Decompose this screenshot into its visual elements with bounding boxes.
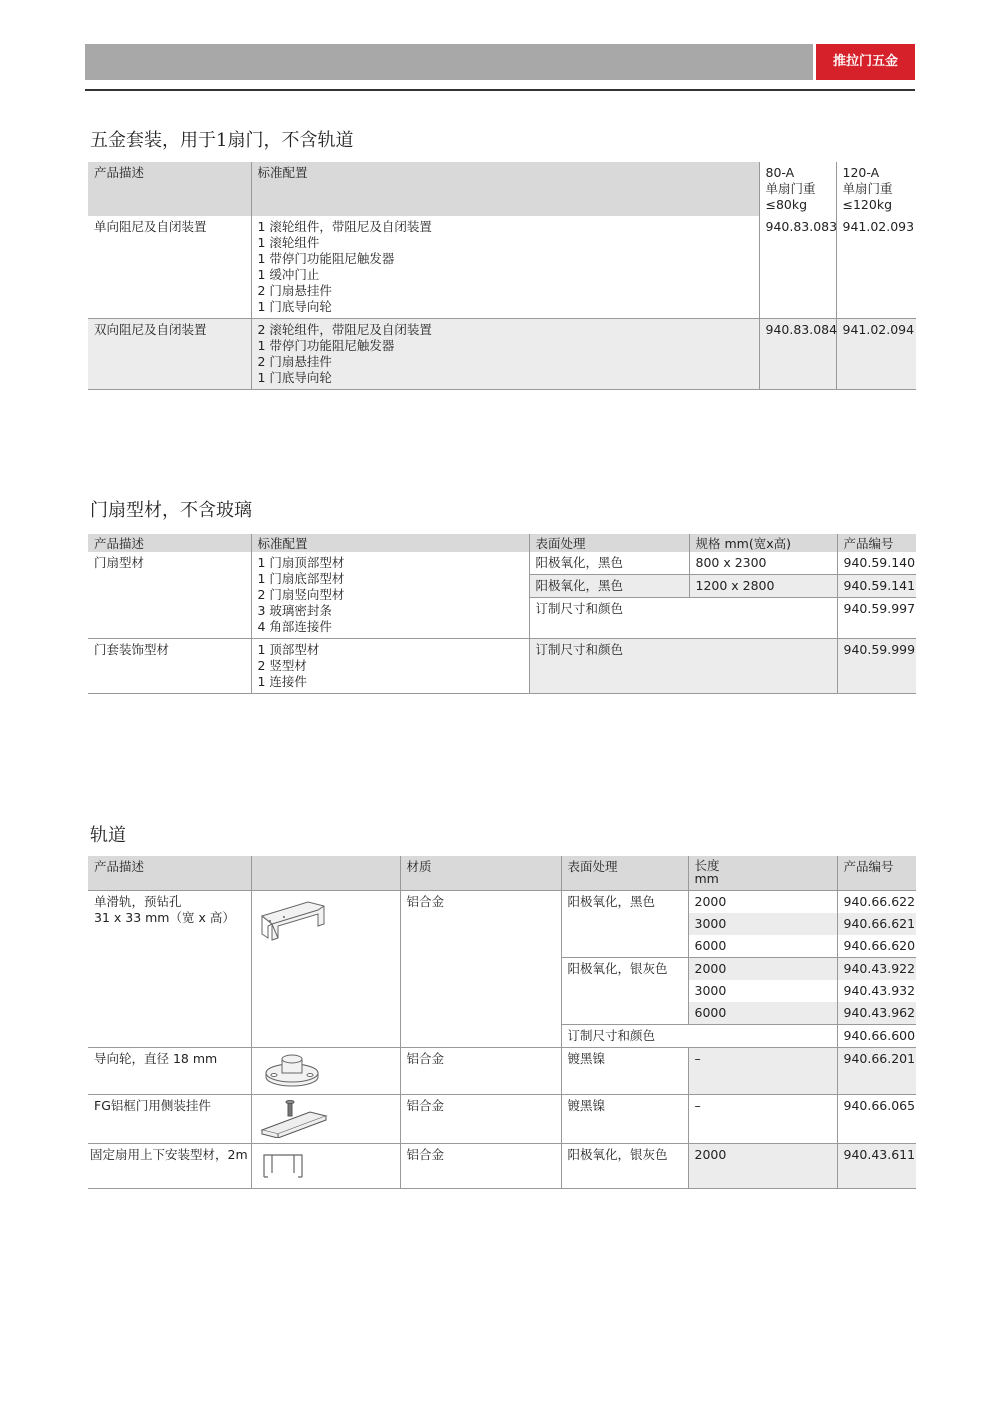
product-code: 940.59.140 <box>837 552 916 575</box>
length: 3000 <box>688 913 837 935</box>
product-desc: 单向阻尼及自闭装置 <box>94 219 207 234</box>
table-row <box>88 552 916 575</box>
surface: 订制尺寸和颜色 <box>529 598 837 639</box>
product-desc: 导向轮，直径 18 mm <box>94 1051 218 1066</box>
surface: 订制尺寸和颜色 <box>529 639 837 694</box>
fixed-image <box>251 1144 400 1189</box>
rail-profile-icon <box>258 894 328 946</box>
product-code-80: 940.83.084 <box>759 319 836 390</box>
length: – <box>688 1095 837 1144</box>
material: 铝合金 <box>400 1048 561 1095</box>
col-spec: 规格 mm(宽x高) <box>689 534 837 552</box>
product-code: 940.59.999 <box>837 639 916 694</box>
guide-wheel-icon <box>258 1051 328 1089</box>
col-length: 长度 mm <box>688 856 837 891</box>
header-divider <box>85 89 915 91</box>
length: 2000 <box>688 1144 837 1189</box>
product-desc: 双向阻尼及自闭装置 <box>94 322 207 337</box>
product-code: 940.43.922 <box>837 958 916 981</box>
spec: 1200 x 2800 <box>689 575 837 598</box>
surface: 阳极氧化，银灰色 <box>561 1144 688 1189</box>
length: 2000 <box>688 891 837 914</box>
hardware-set-table <box>88 162 916 390</box>
length: 6000 <box>688 935 837 958</box>
product-code-120: 941.02.094 <box>836 319 916 390</box>
door-profile-table <box>88 534 916 694</box>
header-bar <box>85 44 813 80</box>
product-config: 1 门扇顶部型材 1 门扇底部型材 2 门扇竖向型材 3 玻璃密封条 4 角部连接件 <box>251 552 529 639</box>
surface: 阳极氧化，黑色 <box>561 891 688 958</box>
product-code-80: 940.83.083 <box>759 216 836 319</box>
product-desc: FG铝框门用侧装挂件 <box>94 1098 211 1113</box>
rail-image <box>251 891 400 1048</box>
table-row <box>88 891 916 914</box>
table-header-row <box>88 162 916 216</box>
col-surface: 表面处理 <box>529 534 689 552</box>
col-desc: 产品描述 <box>88 162 251 216</box>
product-config: 1 滚轮组件，带阻尼及自闭装置 1 滚轮组件 1 带停门功能阻尼触发器 1 缓冲门止 2 门扇悬挂件 1 门底导向轮 <box>251 216 759 319</box>
col-config: 标准配置 <box>251 162 759 216</box>
product-code: 940.43.932 <box>837 980 916 1002</box>
product-desc: 门套装饰型材 <box>94 642 170 657</box>
col-code: 产品编号 <box>837 856 916 891</box>
product-code: 940.43.611 <box>837 1144 916 1189</box>
col-120a: 120-A 单扇门重 ≤120kg <box>836 162 916 216</box>
product-config: 2 滚轮组件，带阻尼及自闭装置 1 带停门功能阻尼触发器 2 门扇悬挂件 1 门底导向轮 <box>251 319 759 390</box>
product-code-120: 941.02.093 <box>836 216 916 319</box>
product-code: 940.66.621 <box>837 913 916 935</box>
length: 6000 <box>688 1002 837 1025</box>
section-title-track: 轨道 <box>90 825 126 846</box>
surface: 订制尺寸和颜色 <box>561 1025 837 1048</box>
section-title-door-profile: 门扇型材，不含玻璃 <box>90 500 252 521</box>
table-row <box>88 639 916 694</box>
table-row <box>88 1144 916 1189</box>
material: 铝合金 <box>400 1144 561 1189</box>
col-desc: 产品描述 <box>88 856 251 891</box>
side-hanger-icon <box>258 1098 328 1138</box>
table-header-row <box>88 534 916 552</box>
product-desc: 单滑轨，预钻孔 31 x 33 mm（宽 x 高） <box>94 894 235 925</box>
table-row <box>88 1048 916 1095</box>
col-code: 产品编号 <box>837 534 916 552</box>
col-image <box>251 856 400 891</box>
product-desc: 门扇型材 <box>94 555 145 570</box>
spec: 800 x 2300 <box>689 552 837 575</box>
product-code: 940.66.622 <box>837 891 916 914</box>
section-title-hardware-set: 五金套装，用于1扇门，不含轨道 <box>90 130 354 151</box>
col-80a: 80-A 单扇门重 ≤80kg <box>759 162 836 216</box>
surface: 镀黑镍 <box>561 1095 688 1144</box>
product-code: 940.43.962 <box>837 1002 916 1025</box>
material: 铝合金 <box>400 1095 561 1144</box>
length: 3000 <box>688 980 837 1002</box>
table-row <box>88 216 916 319</box>
col-surface: 表面处理 <box>561 856 688 891</box>
surface: 阳极氧化，黑色 <box>529 575 689 598</box>
surface: 镀黑镍 <box>561 1048 688 1095</box>
product-desc: 固定扇用上下安装型材，2m <box>90 1147 248 1162</box>
product-config: 1 顶部型材 2 竖型材 1 连接件 <box>251 639 529 694</box>
surface: 阳极氧化，银灰色 <box>561 958 688 1025</box>
material: 铝合金 <box>400 891 561 1048</box>
surface: 阳极氧化，黑色 <box>529 552 689 575</box>
col-desc: 产品描述 <box>88 534 251 552</box>
fg-image <box>251 1095 400 1144</box>
table-row <box>88 319 916 390</box>
length: 2000 <box>688 958 837 981</box>
length: – <box>688 1048 837 1095</box>
product-code: 940.66.065 <box>837 1095 916 1144</box>
table-header-row <box>88 856 916 891</box>
product-code: 940.66.620 <box>837 935 916 958</box>
product-code: 940.66.201 <box>837 1048 916 1095</box>
guide-image <box>251 1048 400 1095</box>
table-row <box>88 1095 916 1144</box>
category-tab[interactable]: 推拉门五金 <box>816 44 915 80</box>
product-code: 940.66.600 <box>837 1025 916 1048</box>
col-config: 标准配置 <box>251 534 529 552</box>
u-profile-icon <box>258 1147 308 1181</box>
product-code: 940.59.997 <box>837 598 916 639</box>
track-table <box>88 856 916 1189</box>
col-material: 材质 <box>400 856 561 891</box>
product-code: 940.59.141 <box>837 575 916 598</box>
